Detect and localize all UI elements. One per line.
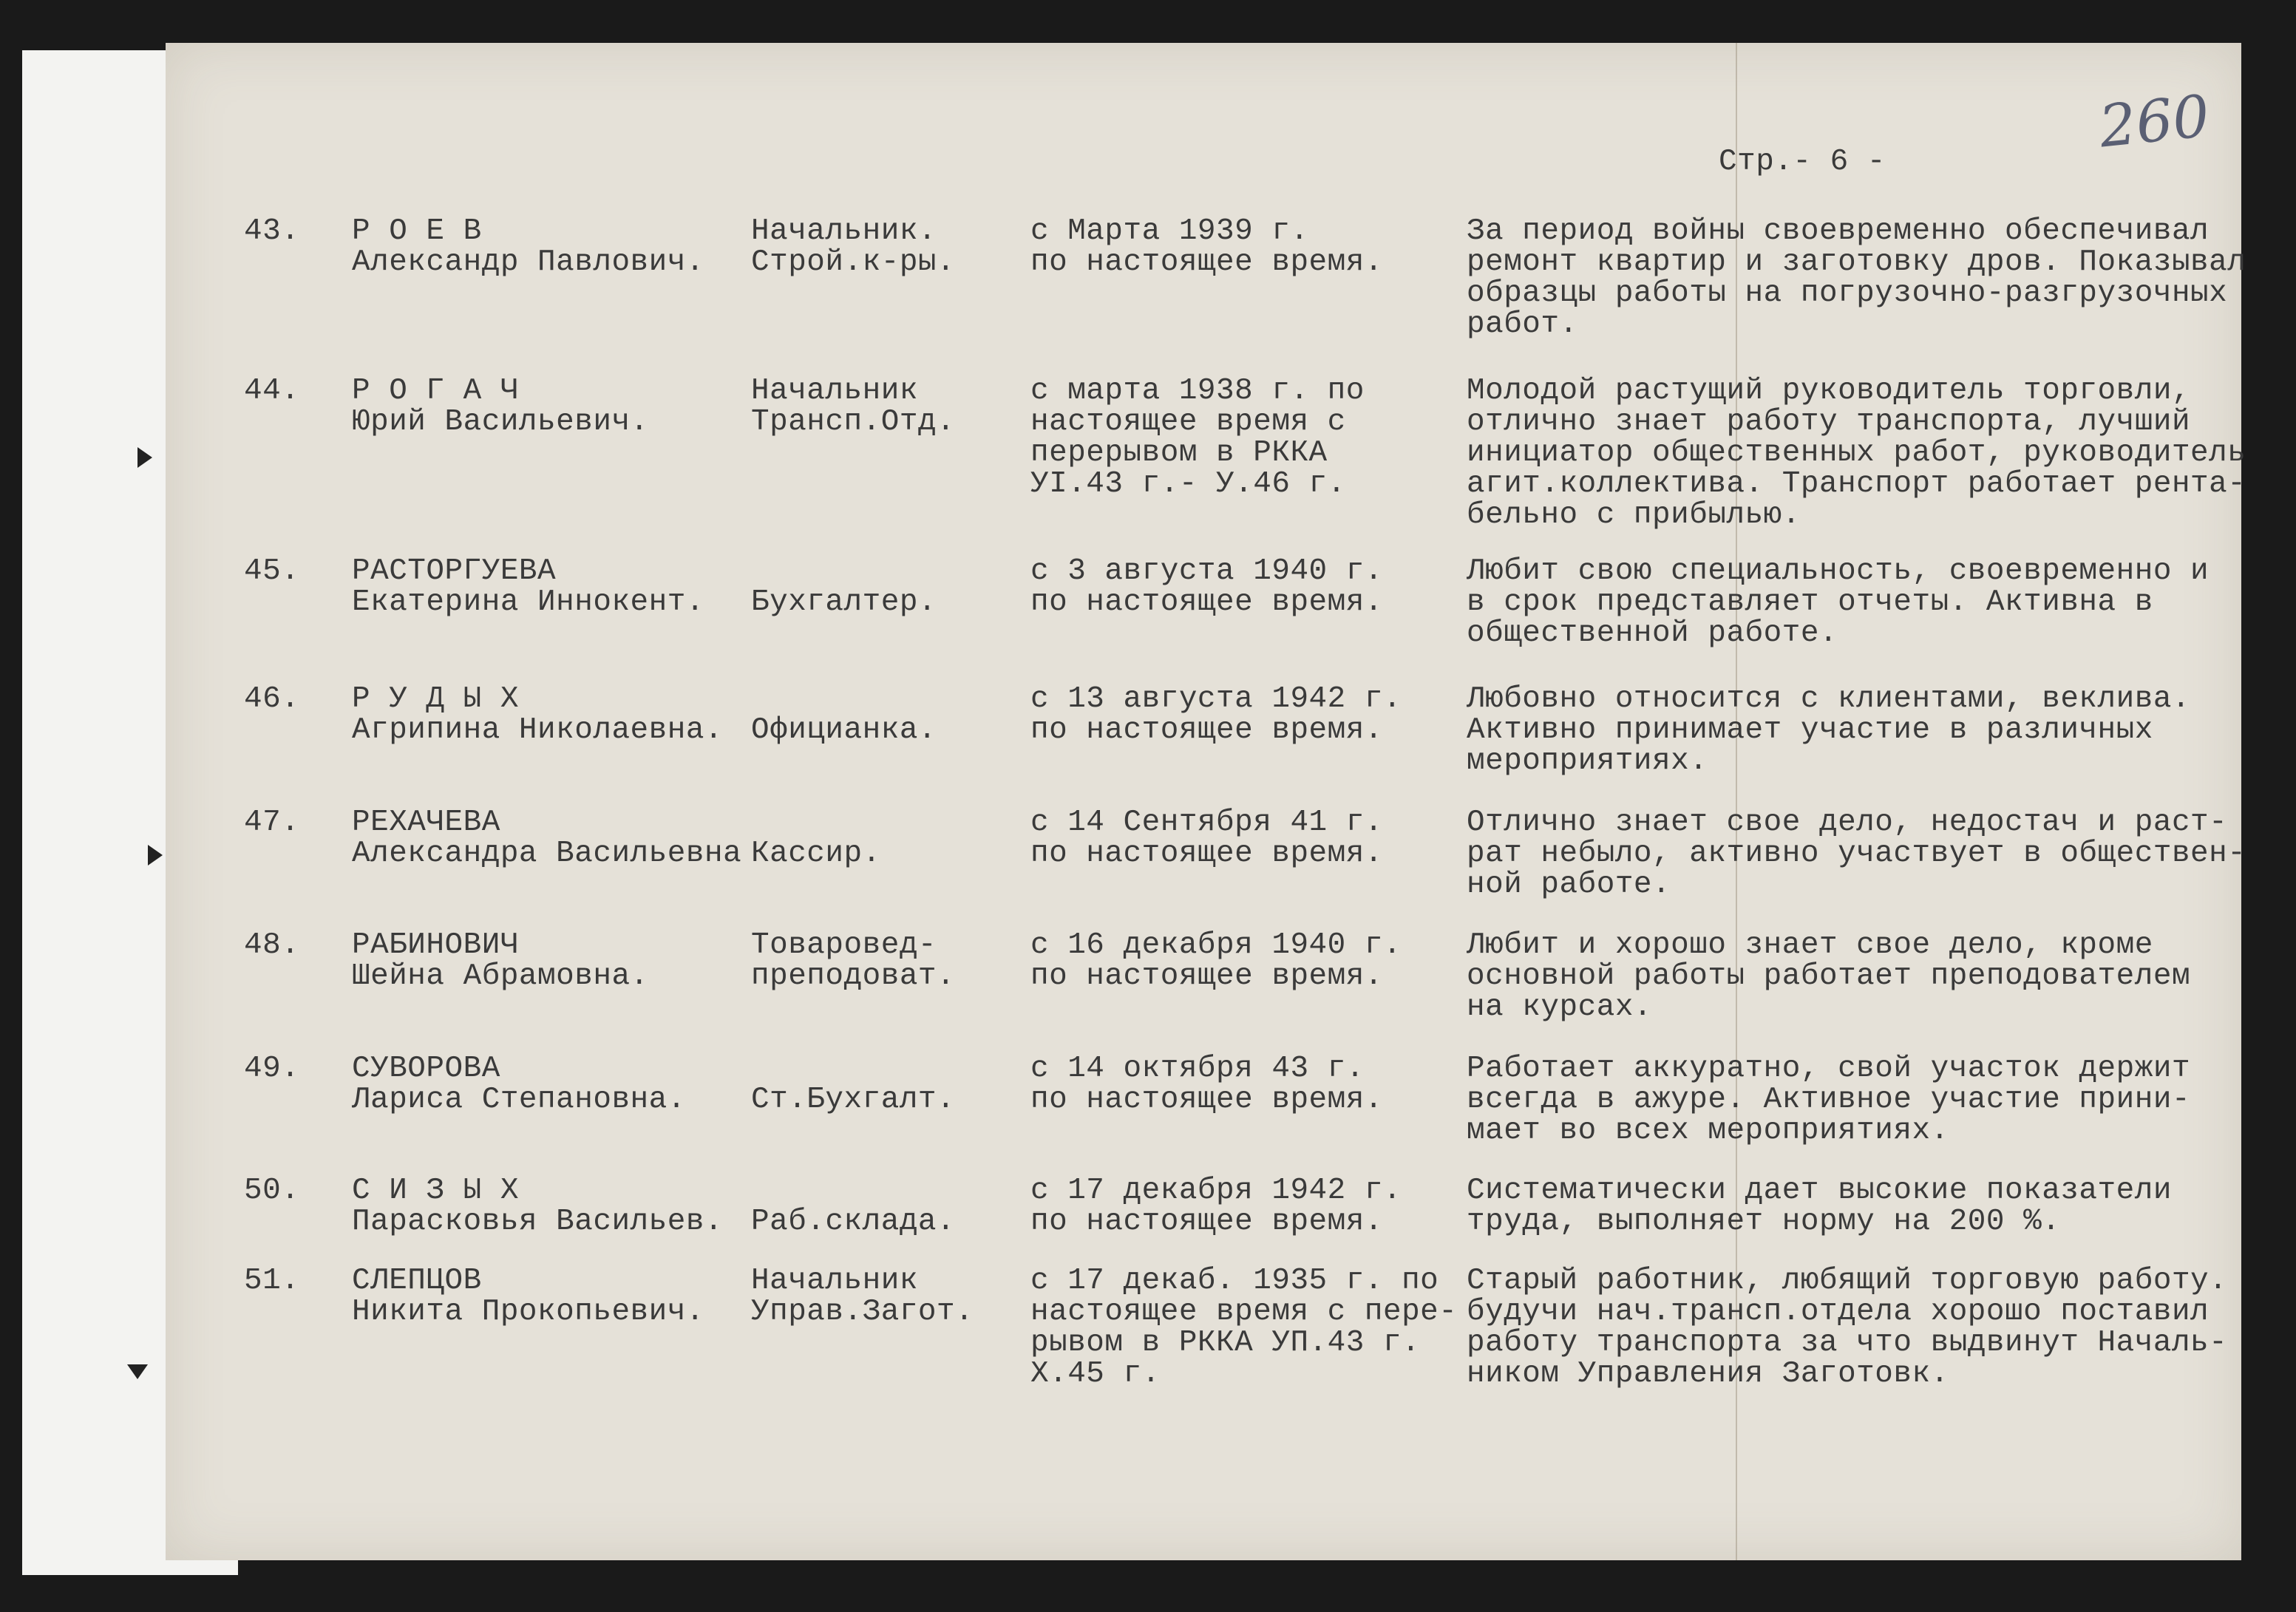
description-line: в срок представляет отчеты. Активна в	[1467, 585, 2153, 619]
given-names: Александра Васильевна	[352, 837, 742, 871]
given-names: Никита Прокопьевич.	[352, 1295, 704, 1329]
binding-hole-marker	[137, 447, 152, 468]
description-line: Молодой растущий руководитель торговли,	[1467, 374, 2191, 408]
entry-number: 44.	[244, 374, 300, 408]
position-line: Кассир.	[751, 837, 881, 871]
page-label: Стр.- 6 -	[1719, 145, 1886, 179]
period-line: УI.43 г.- У.46 г.	[1030, 467, 1346, 501]
description-line: работу транспорта за что выдвинут Началь-	[1467, 1326, 2228, 1360]
position-line: Управ.Загот.	[751, 1295, 974, 1329]
position-line: Товаровед-	[751, 928, 937, 962]
description-line: всегда в ажуре. Активное участие прини-	[1467, 1083, 2191, 1117]
entry-number: 45.	[244, 554, 300, 588]
description-line: Старый работник, любящий торговую работу.	[1467, 1264, 2228, 1298]
period-line: с 17 декаб. 1935 г. по	[1030, 1264, 1439, 1298]
period-line: с 3 августа 1940 г.	[1030, 554, 1383, 588]
given-names: Агрипина Николаевна.	[352, 713, 724, 747]
description-line: ником Управления Заготовк.	[1467, 1357, 1949, 1391]
binding-hole-marker	[127, 1364, 148, 1379]
given-names: Александр Павлович.	[352, 245, 704, 279]
description-line: отлично знает работу транспорта, лучший	[1467, 405, 2191, 439]
period-line: по настоящее время.	[1030, 959, 1383, 993]
description-line: агит.коллектива. Транспорт работает рента-	[1467, 467, 2246, 501]
description-line: Систематически дает высокие показатели	[1467, 1174, 2172, 1208]
period-line: настоящее время с пере-	[1030, 1295, 1458, 1329]
description-line: мероприятиях.	[1467, 744, 1708, 778]
description-line: За период войны своевременно обеспечивал	[1467, 214, 2210, 248]
surname: РАБИНОВИЧ	[352, 928, 519, 962]
surname: Р О Е В	[352, 214, 482, 248]
description-line: общественной работе.	[1467, 616, 1838, 650]
period-line: настоящее время с	[1030, 405, 1346, 439]
description-line: рат небыло, активно участвует в обществен-	[1467, 837, 2246, 871]
period-line: с 17 декабря 1942 г.	[1030, 1174, 1402, 1208]
description-line: Любит и хорошо знает свое дело, кроме	[1467, 928, 2153, 962]
period-line: рывом в РККА УП.43 г.	[1030, 1326, 1421, 1360]
description-line: Работает аккуратно, свой участок держит	[1467, 1052, 2191, 1086]
entry-number: 43.	[244, 214, 300, 248]
position-line: преподоват.	[751, 959, 956, 993]
period-line: с Марта 1939 г.	[1030, 214, 1309, 248]
period-line: по настоящее время.	[1030, 585, 1383, 619]
position-line: Начальник	[751, 374, 918, 408]
surname: СЛЕПЦОВ	[352, 1264, 482, 1298]
description-line: Любовно относится с клиентами, веклива.	[1467, 682, 2191, 716]
period-line: Х.45 г.	[1030, 1357, 1161, 1391]
surname: Р О Г А Ч	[352, 374, 519, 408]
period-line: с марта 1938 г. по	[1030, 374, 1365, 408]
description-line: ной работе.	[1467, 868, 1671, 902]
period-line: по настоящее время.	[1030, 245, 1383, 279]
given-names: Юрий Васильевич.	[352, 405, 649, 439]
period-line: по настоящее время.	[1030, 713, 1383, 747]
description-line: бельно с прибылью.	[1467, 498, 1801, 532]
description-line: труда, выполняет норму на 200 %.	[1467, 1205, 2061, 1239]
given-names: Екатерина Иннокент.	[352, 585, 704, 619]
position-line: Начальник	[751, 1264, 918, 1298]
position-line: Строй.к-ры.	[751, 245, 956, 279]
given-names: Парасковья Васильев.	[352, 1205, 724, 1239]
period-line: по настоящее время.	[1030, 837, 1383, 871]
period-line: с 14 Сентября 41 г.	[1030, 806, 1383, 840]
period-line: с 13 августа 1942 г.	[1030, 682, 1402, 716]
binding-hole-marker	[148, 845, 163, 865]
description-line: образцы работы на погрузочно-разгрузочных	[1467, 276, 2228, 310]
position-line: Трансп.Отд.	[751, 405, 956, 439]
surname: РАСТОРГУЕВА	[352, 554, 557, 588]
period-line: с 16 декабря 1940 г.	[1030, 928, 1402, 962]
description-line: Активно принимает участие в различных	[1467, 713, 2153, 747]
position-line: Ст.Бухгалт.	[751, 1083, 956, 1117]
entry-number: 51.	[244, 1264, 300, 1298]
entry-number: 47.	[244, 806, 300, 840]
position-line: Раб.склада.	[751, 1205, 956, 1239]
description-line: работ.	[1467, 307, 1578, 341]
surname: СУВОРОВА	[352, 1052, 500, 1086]
entry-number: 49.	[244, 1052, 300, 1086]
period-line: перерывом в РККА	[1030, 436, 1328, 470]
position-line: Официанка.	[751, 713, 937, 747]
given-names: Лариса Степановна.	[352, 1083, 686, 1117]
position-line: Начальник.	[751, 214, 937, 248]
surname: Р У Д Ы Х	[352, 682, 519, 716]
period-line: по настоящее время.	[1030, 1205, 1383, 1239]
surname: РЕХАЧЕВА	[352, 806, 500, 840]
given-names: Шейна Абрамовна.	[352, 959, 649, 993]
entry-number: 48.	[244, 928, 300, 962]
period-line: по настоящее время.	[1030, 1083, 1383, 1117]
description-line: будучи нач.трансп.отдела хорошо поставил	[1467, 1295, 2210, 1329]
entry-number: 50.	[244, 1174, 300, 1208]
description-line: мает во всех мероприятиях.	[1467, 1114, 1949, 1148]
description-line: ремонт квартир и заготовку дров. Показывал	[1467, 245, 2246, 279]
description-line: Отлично знает свое дело, недостач и раст-	[1467, 806, 2228, 840]
surname: С И З Ы Х	[352, 1174, 519, 1208]
description-line: основной работы работает преподователем	[1467, 959, 2191, 993]
description-line: на курсах.	[1467, 990, 1653, 1024]
archive-page-number: 260	[2096, 83, 2213, 161]
description-line: Любит свою специальность, своевременно и	[1467, 554, 2210, 588]
period-line: с 14 октября 43 г.	[1030, 1052, 1365, 1086]
position-line: Бухгалтер.	[751, 585, 937, 619]
entry-number: 46.	[244, 682, 300, 716]
description-line: инициатор общественных работ, руководитель	[1467, 436, 2246, 470]
